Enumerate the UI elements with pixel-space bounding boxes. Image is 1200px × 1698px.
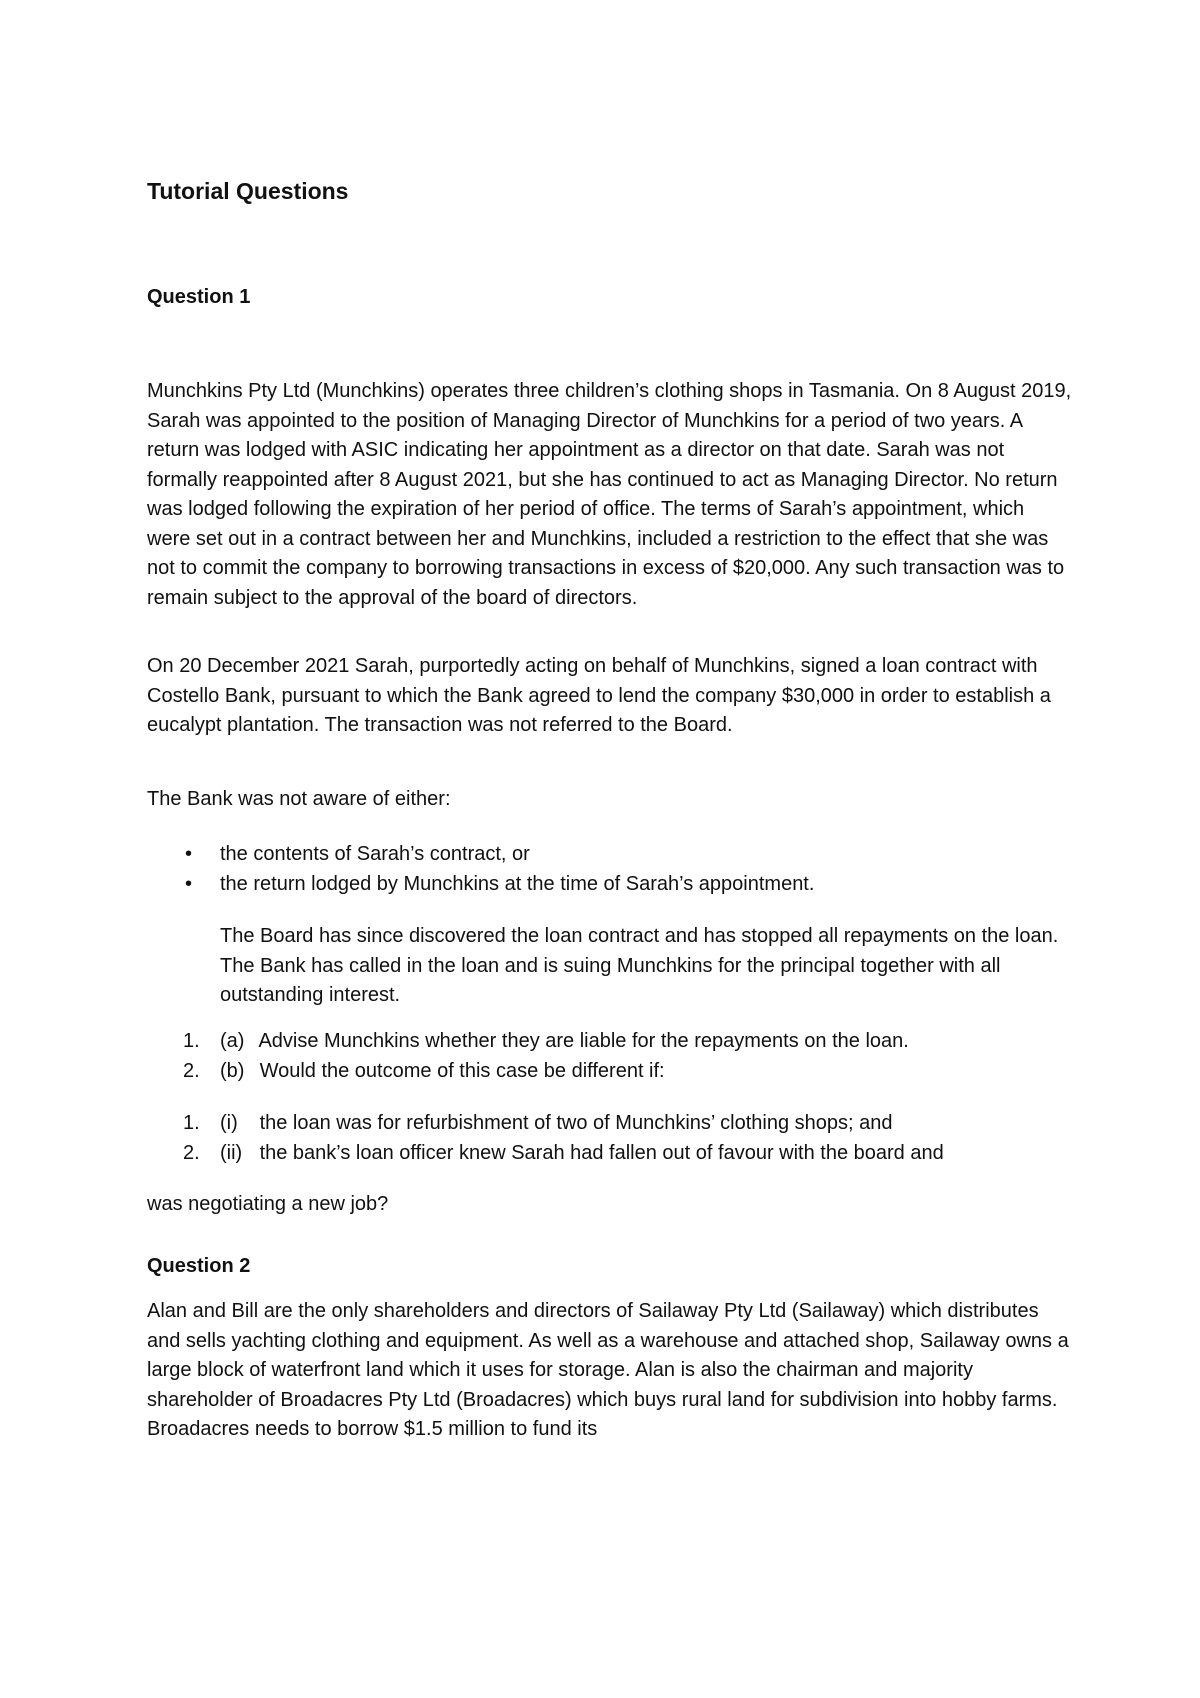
list-item (147, 1027, 1072, 1057)
bullet-text: the contents of Sarah’s contract, or (220, 843, 530, 865)
list-item (147, 1057, 1072, 1087)
list-text: Would the outcome of this case be different if: (259, 1059, 665, 1082)
list-item (147, 1109, 1072, 1139)
numbered-list-b (147, 1109, 1072, 1168)
question-1-paragraph-1: Munchkins Pty Ltd (Munchkins) operates three children’s clothing shops in Tasmania. On 8 August 2019, Sarah was appointed to the position of Managing Director of Munchkins for a period of two years. A return was lodged with ASIC indicating her appointment as a director on that date. Sarah was not formally reappointed after 8 August 2021, but she has continued to act as Managing Director. No return was lodged following the expiration of her period of office. The terms of Sarah’s appointment, which were set out in a contract between her and Munchkins, included a restriction to the effect that she was not to commit the company to borrowing transactions in excess of $20,000. Any such transaction was to remain subject to the approval of the board of directors. (147, 380, 1072, 609)
list-number: 2. (183, 1141, 200, 1164)
list-text: the bank’s loan officer knew Sarah had fallen out of favour with the board and (259, 1141, 944, 1164)
list-item (147, 870, 1072, 900)
list-number: 1. (183, 1112, 200, 1134)
list-text: Advise Munchkins whether they are liable for the repayments on the loan. (258, 1030, 909, 1052)
question-2-paragraph-1: Alan and Bill are the only shareholders and directors of Sailaway Pty Ltd (Sailaway) which distributes and sells yachting clothing and equipment. As well as a warehouse and attached shop, Sailaway owns a large block of waterfront land which it uses for storage. Alan is also the chairman and majority shareholder of Broadacres Pty Ltd (Broadacres) which buys rural land for subdivision into hobby farms. Broadacres needs to borrow $1.5 million to fund its (147, 1300, 1069, 1440)
bullet-text: the return lodged by Munchkins at the time of Sarah’s appointment. (220, 872, 815, 895)
numbered-list-a (147, 1027, 1072, 1086)
question-1-heading: Question 1 (147, 286, 251, 308)
list-sub-label: (b) (220, 1059, 245, 1082)
question-2-heading: Question 2 (147, 1255, 251, 1277)
document-title: Tutorial Questions (147, 178, 349, 204)
bullet-list (147, 840, 1072, 899)
list-item (147, 840, 1072, 870)
question-1-paragraph-5: was negotiating a new job? (147, 1193, 389, 1215)
list-sub-label: (a) (220, 1030, 245, 1052)
question-1-paragraph-3: The Bank was not aware of either: (147, 788, 451, 810)
bullet-marker: • (185, 872, 193, 895)
bullet-marker: • (185, 843, 193, 865)
list-item (147, 1139, 1072, 1169)
question-1-paragraph-2: On 20 December 2021 Sarah, purportedly acting on behalf of Munchkins, signed a loan contract with Costello Bank, pursuant to which the Bank agreed to lend the company $30,000 in order to establish a eucalypt plantation. The transaction was not referred to the Board. (147, 655, 1051, 736)
list-number: 2. (183, 1059, 200, 1082)
list-sub-label: (ii) (220, 1141, 243, 1164)
list-text: the loan was for refurbishment of two of Munchkins’ clothing shops; and (259, 1112, 893, 1134)
question-1-paragraph-4: The Board has since discovered the loan contract and has stopped all repayments on the loan. The Bank has called in the loan and is suing Munchkins for the principal together with all outstanding interest. (220, 925, 1059, 1006)
list-number: 1. (183, 1030, 200, 1052)
list-sub-label: (i) (220, 1112, 238, 1134)
